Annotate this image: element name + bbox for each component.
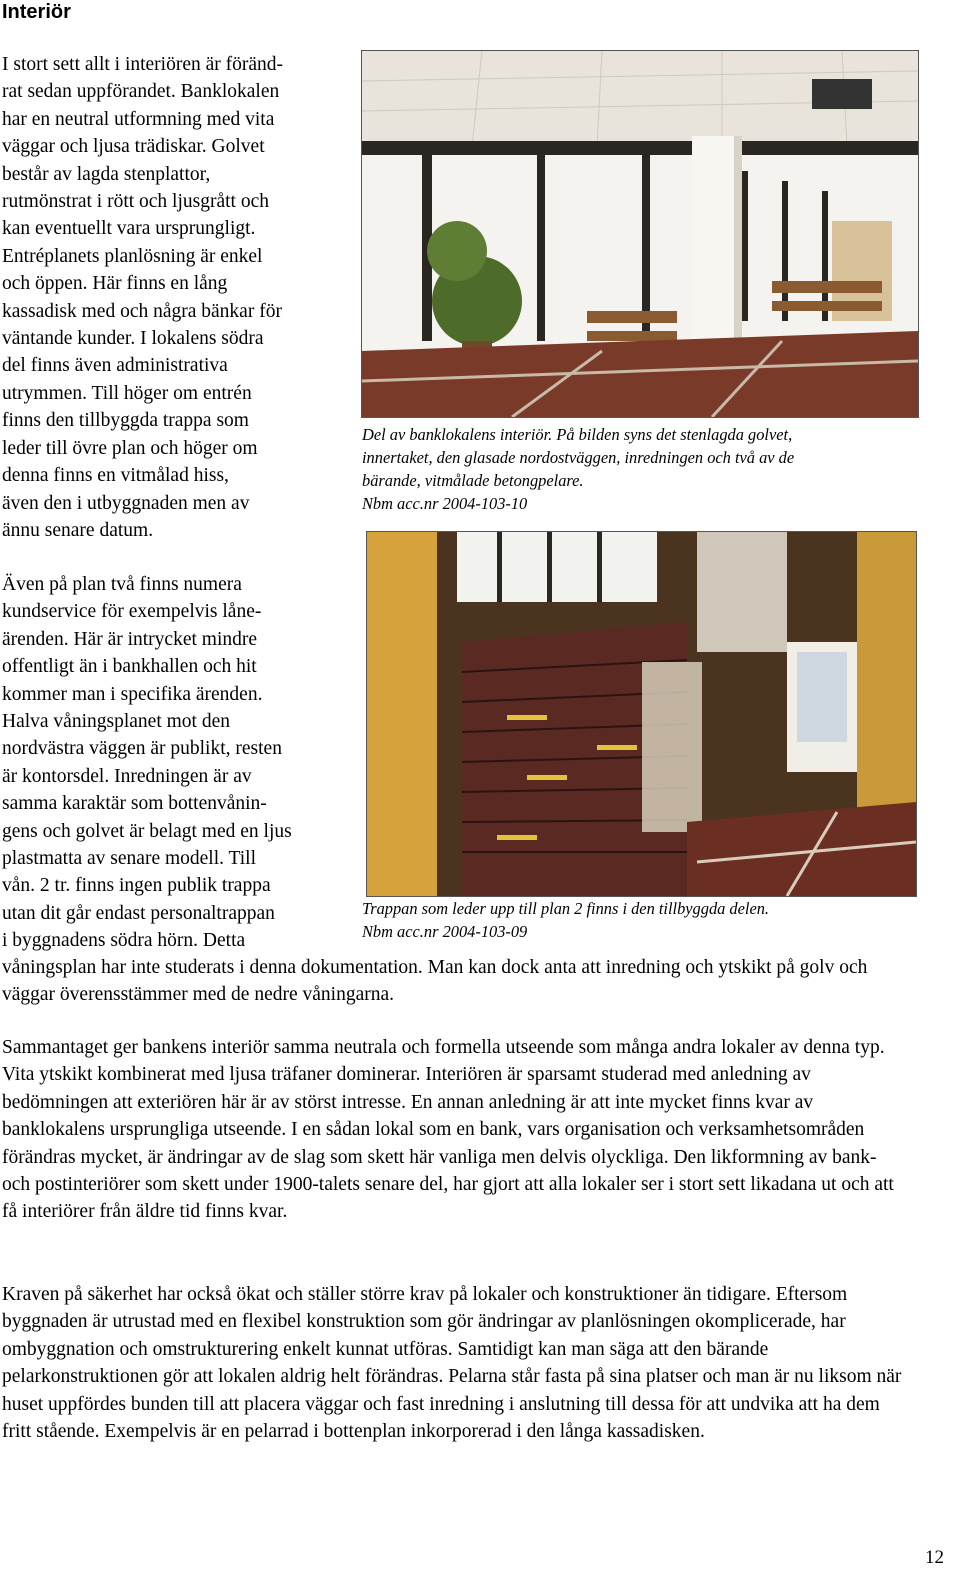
text-line: plastmatta av senare modell. Till (2, 848, 257, 870)
text-line: Halva våningsplanet mot den (2, 711, 230, 733)
text-line: kommer man i specifika ärenden. (2, 683, 263, 705)
text-line: rutmönstrat i rött och ljusgrått och (2, 191, 269, 213)
caption-line: bärande, vitmålade betongpelare. (362, 471, 584, 490)
text-line: är kontorsdel. Inredningen är av (2, 765, 252, 787)
text-line: denna finns en vitmålad hiss, (2, 465, 229, 487)
text-line: gens och golvet är belagt med en ljus (2, 820, 292, 842)
text-line: samma karaktär som bottenvånin- (2, 793, 267, 815)
text-line: finns den tillbyggda trappa som (2, 410, 249, 432)
intro-paragraph (2, 51, 354, 544)
security-paragraph: Kraven på säkerhet har också ökat och ställer större krav på lokaler och konstruktioner än tidigare. Eftersom byggnaden är utrustad med en flexibel konstruktion som gör ändringar av planlösningen okomplicerade, har ombyggnation och omstrukturering enkelt kunnat utföras. Samtidigt kan man säga att den bärande pelarkonstruktionen gör att lokalen aldrig helt förändras. Pelarna står fasta på sina platser och man är nu liksom när huset uppfördes bunden till att placera väggar och fast inredning i anslutning till dessa för att undvika att ha dem fritt stående. Exempelvis är en pelarrad i bottenplan inkorporerad i den långa kassadisken. (2, 1284, 902, 1443)
text-line: även den i utbyggnaden men av (2, 492, 250, 514)
text-line: väggar och ljusa trädiskar. Golvet (2, 136, 265, 158)
page-number: 12 (925, 1547, 944, 1568)
text-line: har en neutral utformning med vita (2, 108, 275, 130)
text-line: utrymmen. Till höger om entrén (2, 382, 252, 404)
text-line: I stort sett allt i interiören är föränd- (2, 54, 284, 75)
text-line: kan eventuellt vara ursprungligt. (2, 218, 256, 240)
second-floor-paragraph-continuation: våningsplan har inte studerats i denna dokumentation. Man kan dock anta att inredning och ytskikt på golv och väggar överensstämmer med de nedre våningarna. (2, 957, 868, 1006)
text-line: leder till övre plan och höger om (2, 437, 258, 459)
caption-line: Nbm acc.nr 2004-103-09 (362, 922, 528, 941)
text-line: ärenden. Här är intrycket mindre (2, 628, 258, 650)
caption-line: Nbm acc.nr 2004-103-10 (362, 494, 528, 513)
text-line: ännu senare datum. (2, 519, 154, 541)
text-line: består av lagda stenplattor, (2, 163, 211, 185)
text-line: Entréplanets planlösning är enkel (2, 245, 263, 267)
text-line: i byggnadens södra hörn. Detta (2, 930, 246, 952)
caption-line: Del av banklokalens interiör. På bilden syns det stenlagda golvet, (362, 425, 793, 444)
page-title: Interiör (2, 1, 71, 23)
caption-line: Trappan som leder upp till plan 2 finns i den tillbyggda delen. (362, 899, 770, 918)
text-line: rat sedan uppförandet. Banklokalen (2, 81, 280, 103)
text-line: väntande kunder. I lokalens södra (2, 328, 264, 350)
caption-line: innertaket, den glasade nordostväggen, inredningen och två av de (362, 448, 795, 467)
photo-caption-staircase (362, 897, 922, 943)
text-line: utan dit går endast personaltrappan (2, 902, 275, 924)
text-line: Även på plan två finns numera (2, 574, 242, 595)
text-line: kassadisk med och några bänkar för (2, 300, 282, 322)
photo-caption-interior (362, 423, 922, 515)
text-line: kundservice för exempelvis låne- (2, 601, 262, 623)
staircase-photo (366, 531, 917, 897)
text-line: del finns även administrativa (2, 355, 228, 377)
bank-interior-photo (361, 50, 919, 418)
text-line: nordvästra väggen är publikt, resten (2, 738, 282, 760)
text-line: vån. 2 tr. finns ingen publik trappa (2, 875, 271, 897)
text-line: och öppen. Här finns en lång (2, 273, 228, 295)
text-line: offentligt än i bankhallen och hit (2, 656, 257, 678)
second-floor-paragraph (2, 571, 358, 955)
summary-paragraph: Sammantaget ger bankens interiör samma neutrala och formella utseende som många andra lokaler av denna typ. Vita ytskikt kombinerat med ljusa träfaner dominerar. Interiören är sparsamt studerad med anledning av bedömningen att exteriören här är av störst intresse. En annan anledning är att inte mycket finns kvar av banklokalens ursprungliga utseende. I en sådan lokal som en bank, vars organisation och verksamhetsområden förändras mycket, är ändringar av de slag som skett här vanliga men delvis olyckliga. Den likformning av bank- och postinteriörer som skett under 1900-talets senare del, har gjort att alla lokaler ser i stort sett likadana ut och att få interiörer från äldre tid finns kvar. (2, 1037, 894, 1223)
